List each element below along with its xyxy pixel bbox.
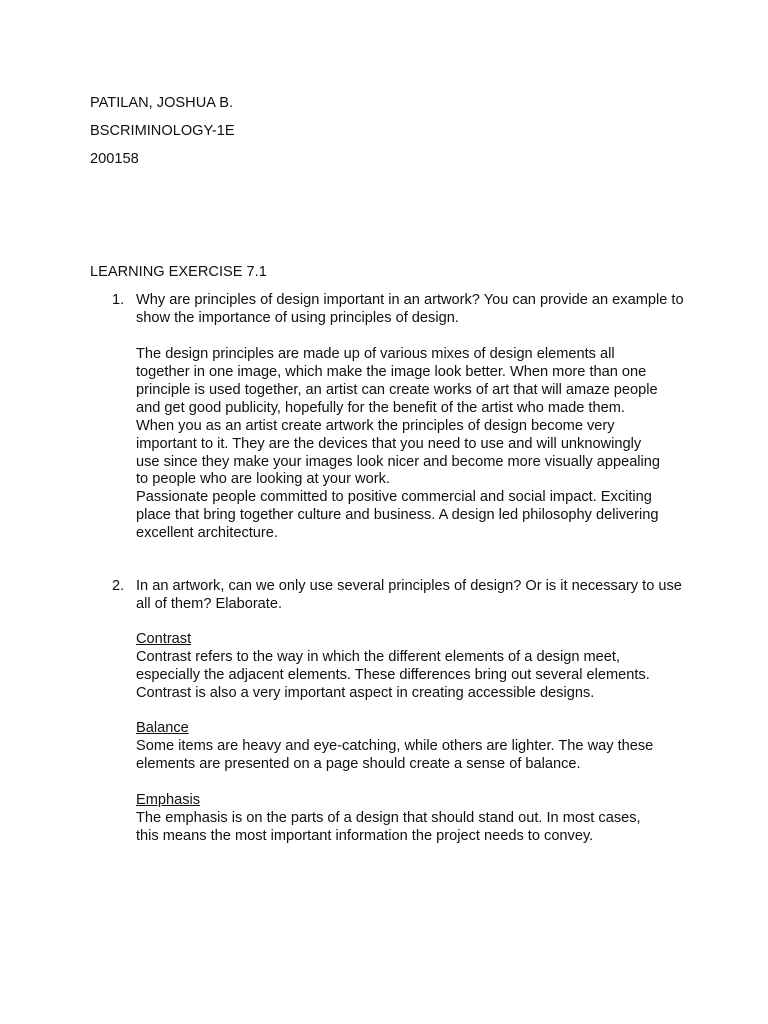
answer-line: to people who are looking at your work. xyxy=(136,471,390,487)
section-line: Some items are heavy and eye-catching, while others are lighter. The way these xyxy=(136,738,654,754)
section-line: The emphasis is on the parts of a design that should stand out. In most cases, xyxy=(136,810,641,826)
student-course: BSCRIMINOLOGY-1E xyxy=(90,123,235,139)
question-2-text: In an artwork, can we only use several principles of design? Or is it necessary to use all of them? Elaborate. xyxy=(136,578,682,612)
section-heading-contrast: Contrast xyxy=(136,631,192,647)
section-line: elements are presented on a page should create a sense of balance. xyxy=(136,756,581,772)
answer-line: together in one image, which make the image look better. When more than one xyxy=(136,364,647,380)
answer-line: Passionate people committed to positive commercial and social impact. Exciting xyxy=(136,489,652,505)
question-1-text: Why are principles of design important in an artwork? You can provide an example to show the importance of using principles of design. xyxy=(136,292,684,326)
section-line: Contrast is also a very important aspect in creating accessible designs. xyxy=(136,685,595,701)
answer-line: excellent architecture. xyxy=(136,525,278,541)
section-line: especially the adjacent elements. These differences bring out several elements. xyxy=(136,667,650,683)
exercise-title: LEARNING EXERCISE 7.1 xyxy=(90,264,267,280)
student-name: PATILAN, JOSHUA B. xyxy=(90,95,234,111)
answer-line: principle is used together, an artist can create works of art that will amaze people xyxy=(136,382,658,398)
answer-line: When you as an artist create artwork the principles of design become very xyxy=(136,418,615,434)
answer-line: important to it. They are the devices that you need to use and will unknowingly xyxy=(136,436,642,452)
answer-line: place that bring together culture and business. A design led philosophy delivering xyxy=(136,507,659,523)
student-id: 200158 xyxy=(90,151,139,167)
answer-line: The design principles are made up of various mixes of design elements all xyxy=(136,346,615,362)
section-line: Contrast refers to the way in which the different elements of a design meet, xyxy=(136,649,621,665)
question-2-number: 2. xyxy=(112,578,125,594)
question-1-number: 1. xyxy=(112,292,125,308)
answer-line: and get good publicity, hopefully for the benefit of the artist who made them. xyxy=(136,400,625,416)
answer-line: use since they make your images look nicer and become more visually appealing xyxy=(136,454,661,470)
section-heading-balance: Balance xyxy=(136,720,189,736)
section-heading-emphasis: Emphasis xyxy=(136,792,201,808)
section-line: this means the most important information the project needs to convey. xyxy=(136,828,594,844)
